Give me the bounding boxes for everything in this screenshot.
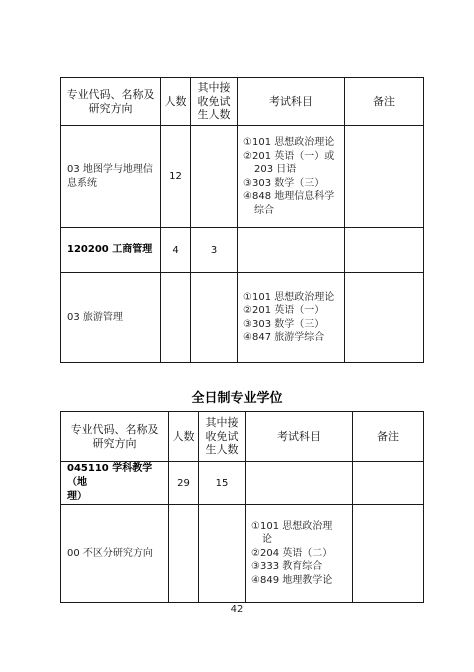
subject-line: ③303 数学（三） bbox=[243, 177, 325, 189]
table-row bbox=[61, 228, 424, 273]
major-cell bbox=[61, 505, 169, 603]
major-cell bbox=[61, 462, 169, 505]
exempt-cell bbox=[199, 505, 246, 603]
subjects-cell bbox=[238, 273, 345, 363]
subject-line: ③303 数学（三） bbox=[243, 318, 325, 330]
admissions-table-1 bbox=[60, 77, 424, 363]
notes-cell bbox=[353, 505, 424, 603]
major-name-line: 00 不区分研究方向 bbox=[67, 547, 153, 559]
count-cell bbox=[169, 505, 199, 603]
notes-cell bbox=[345, 126, 424, 228]
subject-line: ④849 地理教学论 bbox=[251, 574, 333, 586]
exempt-cell: 3 bbox=[191, 228, 238, 273]
exempt-cell bbox=[191, 126, 238, 228]
header-major bbox=[61, 78, 161, 126]
header-major bbox=[61, 412, 169, 462]
header-notes: 备注 bbox=[345, 78, 424, 126]
table-header-row bbox=[61, 78, 424, 126]
subjects-cell bbox=[246, 462, 353, 505]
subject-line: ③333 教育综合 bbox=[251, 561, 323, 573]
header-count: 人数 bbox=[169, 412, 199, 462]
notes-cell bbox=[345, 228, 424, 273]
subjects-cell bbox=[238, 228, 345, 273]
header-major-line: 研究方向 bbox=[92, 436, 137, 450]
header-subjects: 考试科目 bbox=[238, 78, 345, 126]
count-cell: 4 bbox=[161, 228, 191, 273]
table-row bbox=[61, 126, 424, 228]
header-exempt-line: 收免试 bbox=[197, 94, 231, 108]
table-header-row bbox=[61, 412, 424, 462]
exempt-cell: 15 bbox=[199, 462, 246, 505]
major-cell bbox=[61, 273, 161, 363]
subjects-cell bbox=[246, 505, 353, 603]
notes-cell bbox=[353, 462, 424, 505]
exempt-cell bbox=[191, 273, 238, 363]
major-cell bbox=[61, 126, 161, 228]
major-name-line: 03 旅游管理 bbox=[67, 311, 123, 323]
notes-cell bbox=[345, 273, 424, 363]
subject-line: ④847 旅游学综合 bbox=[243, 332, 325, 343]
major-name-line: 120200 工商管理 bbox=[67, 244, 153, 255]
major-cell bbox=[61, 228, 161, 273]
header-exempt bbox=[199, 412, 246, 462]
major-name-line: 理） bbox=[67, 491, 87, 502]
header-count: 人数 bbox=[161, 78, 191, 126]
subject-line: ①101 思想政治理论 bbox=[243, 291, 335, 303]
section-title: 全日制专业学位 bbox=[191, 391, 283, 406]
header-exempt-line: 收免试 bbox=[205, 429, 239, 443]
major-name-line: 03 地图学与地理信 bbox=[67, 163, 153, 175]
subject-line: ④848 地理信息科学 bbox=[243, 191, 335, 202]
major-name-line: 息系统 bbox=[67, 177, 97, 189]
subject-line: ①101 思想政治理论 bbox=[243, 137, 335, 148]
header-major-line: 研究方向 bbox=[88, 101, 133, 115]
header-exempt-line: 生人数 bbox=[205, 443, 239, 457]
major-name-line: 045110 学科教学（地 bbox=[67, 463, 153, 488]
header-exempt-line: 其中接 bbox=[205, 416, 239, 430]
subjects-cell bbox=[238, 126, 345, 228]
subject-line: ②201 英语（一）或 bbox=[243, 150, 335, 162]
subject-line: 论 bbox=[262, 534, 272, 546]
header-major-line: 专业代码、名称及 bbox=[70, 423, 159, 436]
count-cell: 12 bbox=[161, 126, 191, 228]
header-subjects: 考试科目 bbox=[246, 412, 353, 462]
subject-line: ①101 思想政治理 bbox=[251, 520, 333, 532]
subject-line: ②204 英语（二） bbox=[251, 547, 333, 559]
header-exempt bbox=[191, 78, 238, 126]
page-number: 42 bbox=[230, 604, 244, 615]
count-cell bbox=[161, 273, 191, 363]
count-cell: 29 bbox=[169, 462, 199, 505]
table-row bbox=[61, 505, 424, 603]
subject-line: 203 日语 bbox=[254, 164, 297, 175]
subject-line: 综合 bbox=[254, 204, 274, 216]
header-major-line: 专业代码、名称及 bbox=[66, 88, 155, 101]
admissions-table-2 bbox=[60, 411, 424, 603]
header-exempt-line: 生人数 bbox=[197, 108, 231, 122]
subject-line: ②201 英语（一） bbox=[243, 305, 325, 316]
header-notes: 备注 bbox=[353, 412, 424, 462]
table-row bbox=[61, 273, 424, 363]
table-row bbox=[61, 462, 424, 505]
header-exempt-line: 其中接 bbox=[197, 81, 231, 95]
